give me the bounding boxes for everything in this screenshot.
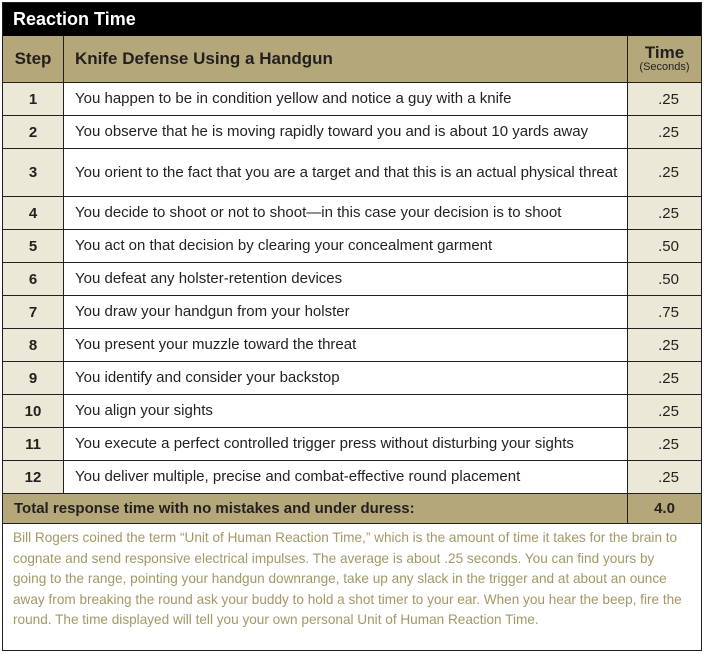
step-description: You execute a perfect controlled trigger press without disturbing your sights bbox=[64, 428, 628, 460]
table-row bbox=[3, 362, 701, 395]
total-row bbox=[3, 494, 701, 524]
table-title: Reaction Time bbox=[3, 3, 701, 36]
step-time: .25 bbox=[628, 362, 701, 394]
step-number: 7 bbox=[3, 296, 64, 328]
table-row bbox=[3, 296, 701, 329]
table-row bbox=[3, 230, 701, 263]
step-time: .25 bbox=[628, 116, 701, 148]
step-number: 5 bbox=[3, 230, 64, 262]
table-row bbox=[3, 329, 701, 362]
table-row bbox=[3, 197, 701, 230]
step-time: .75 bbox=[628, 296, 701, 328]
step-time: .25 bbox=[628, 395, 701, 427]
step-number: 10 bbox=[3, 395, 64, 427]
step-description: You identify and consider your backstop bbox=[64, 362, 628, 394]
table-header-row bbox=[3, 36, 701, 83]
header-time-label: Time bbox=[644, 43, 685, 62]
table-row bbox=[3, 428, 701, 461]
step-description: You orient to the fact that you are a target and that this is an actual physical threat bbox=[64, 149, 628, 196]
step-description: You decide to shoot or not to shoot—in this case your decision is to shoot bbox=[64, 197, 628, 229]
step-time: .25 bbox=[628, 197, 701, 229]
header-time bbox=[628, 36, 701, 82]
step-description: You deliver multiple, precise and combat-effective round placement bbox=[64, 461, 628, 493]
step-description: You present your muzzle toward the threat bbox=[64, 329, 628, 361]
table-row bbox=[3, 395, 701, 428]
table-row bbox=[3, 83, 701, 116]
step-time: .25 bbox=[628, 83, 701, 115]
step-number: 11 bbox=[3, 428, 64, 460]
step-number: 4 bbox=[3, 197, 64, 229]
step-description: You happen to be in condition yellow and notice a guy with a knife bbox=[64, 83, 628, 115]
step-time: .50 bbox=[628, 230, 701, 262]
table-row bbox=[3, 461, 701, 494]
step-number: 1 bbox=[3, 83, 64, 115]
footnote: Bill Rogers coined the term “Unit of Human Reaction Time,” which is the amount of time it takes for the brain to cognate and send responsive electrical impulses. The average is about .25 seconds. You can find yours by going to the range, pointing your handgun downrange, take up any slack in the trigger and at about an ounce away from breaking the round ask your buddy to hold a shot timer to your ear. When you hear the beep, fire the round. The time displayed will tell you your own personal Unit of Human Reaction Time. bbox=[13, 530, 682, 628]
step-description: You defeat any holster-retention devices bbox=[64, 263, 628, 295]
step-time: .25 bbox=[628, 329, 701, 361]
step-number: 12 bbox=[3, 461, 64, 493]
header-description: Knife Defense Using a Handgun bbox=[64, 36, 628, 82]
step-time: .25 bbox=[628, 461, 701, 493]
step-time: .50 bbox=[628, 263, 701, 295]
step-description: You observe that he is moving rapidly toward you and is about 10 yards away bbox=[64, 116, 628, 148]
step-number: 9 bbox=[3, 362, 64, 394]
header-step: Step bbox=[3, 36, 64, 82]
table-row bbox=[3, 116, 701, 149]
step-description: You act on that decision by clearing your concealment garment bbox=[64, 230, 628, 262]
header-time-unit: (Seconds) bbox=[639, 61, 690, 73]
step-number: 8 bbox=[3, 329, 64, 361]
step-time: .25 bbox=[628, 149, 701, 196]
step-number: 3 bbox=[3, 149, 64, 196]
reaction-time-table bbox=[2, 2, 702, 651]
step-time: .25 bbox=[628, 428, 701, 460]
table-row bbox=[3, 149, 701, 197]
step-description: You draw your handgun from your holster bbox=[64, 296, 628, 328]
step-description: You align your sights bbox=[64, 395, 628, 427]
total-label: Total response time with no mistakes and under duress: bbox=[3, 494, 628, 523]
step-number: 2 bbox=[3, 116, 64, 148]
table-row bbox=[3, 263, 701, 296]
total-value: 4.0 bbox=[654, 500, 675, 517]
step-number: 6 bbox=[3, 263, 64, 295]
